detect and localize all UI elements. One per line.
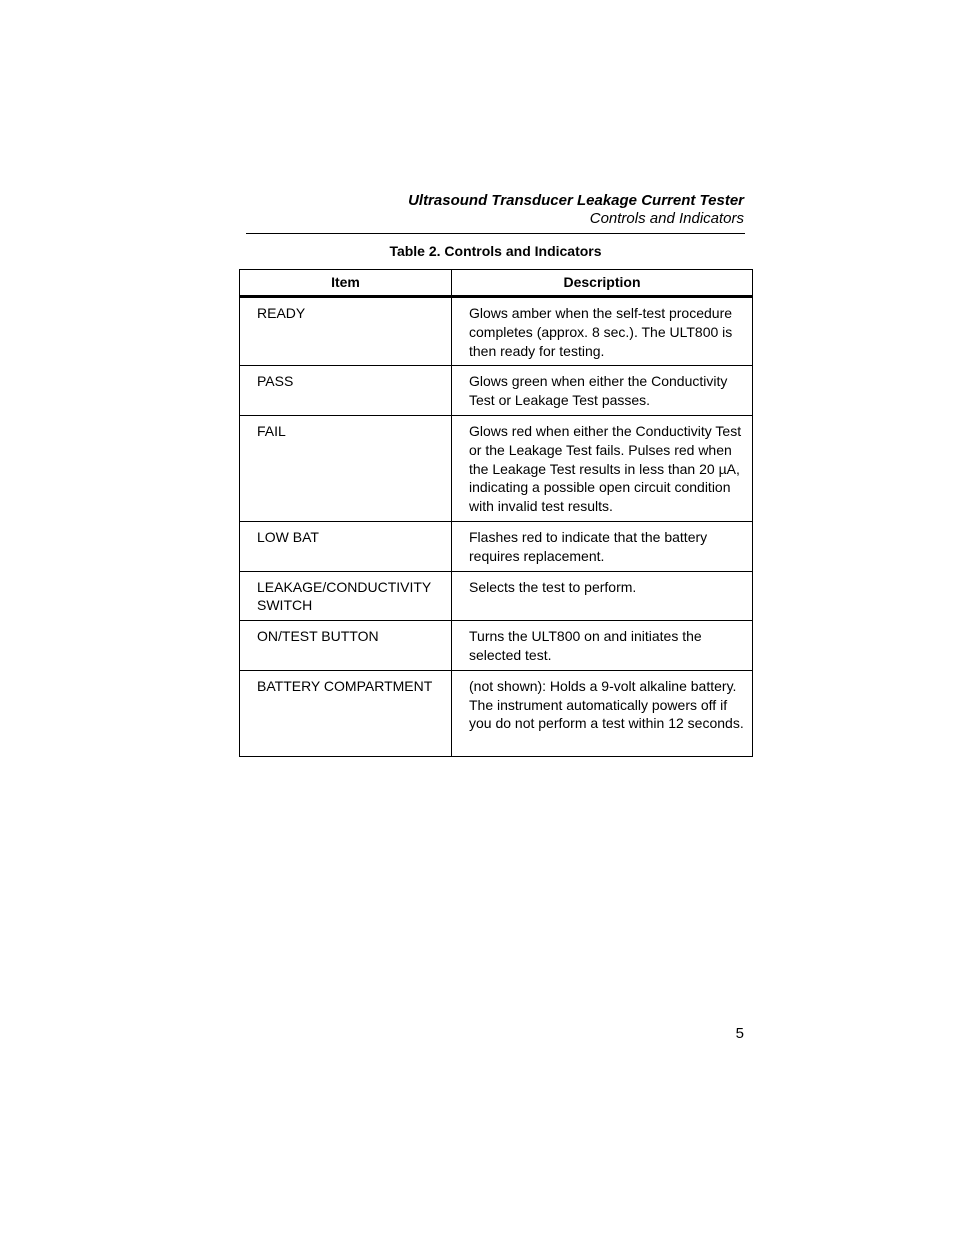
section-title: Controls and Indicators [589, 210, 744, 227]
item-cell: BATTERY COMPARTMENT [240, 670, 452, 756]
table-header-row [240, 270, 753, 297]
description-cell: Glows green when either the Conductivity Test or Leakage Test passes. [452, 366, 753, 416]
description-cell: Glows red when either the Conductivity Test or the Leakage Test fails. Pulses red when the Leakage Test results in less than 20 µA, indicating a possible open circuit condition with invalid test results. [452, 415, 753, 521]
description-cell: Glows amber when the self-test procedure completes (approx. 8 sec.). The ULT800 is then ready for testing. [452, 297, 753, 366]
item-cell: LOW BAT [240, 521, 452, 571]
running-header [246, 191, 744, 228]
controls-table [239, 269, 753, 757]
table-row [240, 366, 753, 416]
table-row [240, 571, 753, 621]
column-header-description: Description [452, 270, 753, 297]
table-row [240, 621, 753, 671]
table-caption: Table 2. Controls and Indicators [389, 243, 602, 259]
table-row [240, 297, 753, 366]
description-cell: Flashes red to indicate that the battery requires replacement. [452, 521, 753, 571]
table-row [240, 415, 753, 521]
table-row [240, 521, 753, 571]
description-cell: Selects the test to perform. [452, 571, 753, 621]
document-title: Ultrasound Transducer Leakage Current Tester [408, 192, 744, 209]
item-cell: LEAKAGE/CONDUCTIVITY SWITCH [240, 571, 452, 621]
item-cell: ON/TEST BUTTON [240, 621, 452, 671]
item-cell: FAIL [240, 415, 452, 521]
column-header-item: Item [240, 270, 452, 297]
table-row [240, 670, 753, 756]
description-cell: (not shown): Holds a 9-volt alkaline battery. The instrument automatically powers off if you do not perform a test within 12 seconds. [452, 670, 753, 756]
page-number: 5 [735, 1025, 744, 1042]
item-cell: READY [240, 297, 452, 366]
item-cell: PASS [240, 366, 452, 416]
header-divider [246, 233, 745, 234]
description-cell: Turns the ULT800 on and initiates the selected test. [452, 621, 753, 671]
